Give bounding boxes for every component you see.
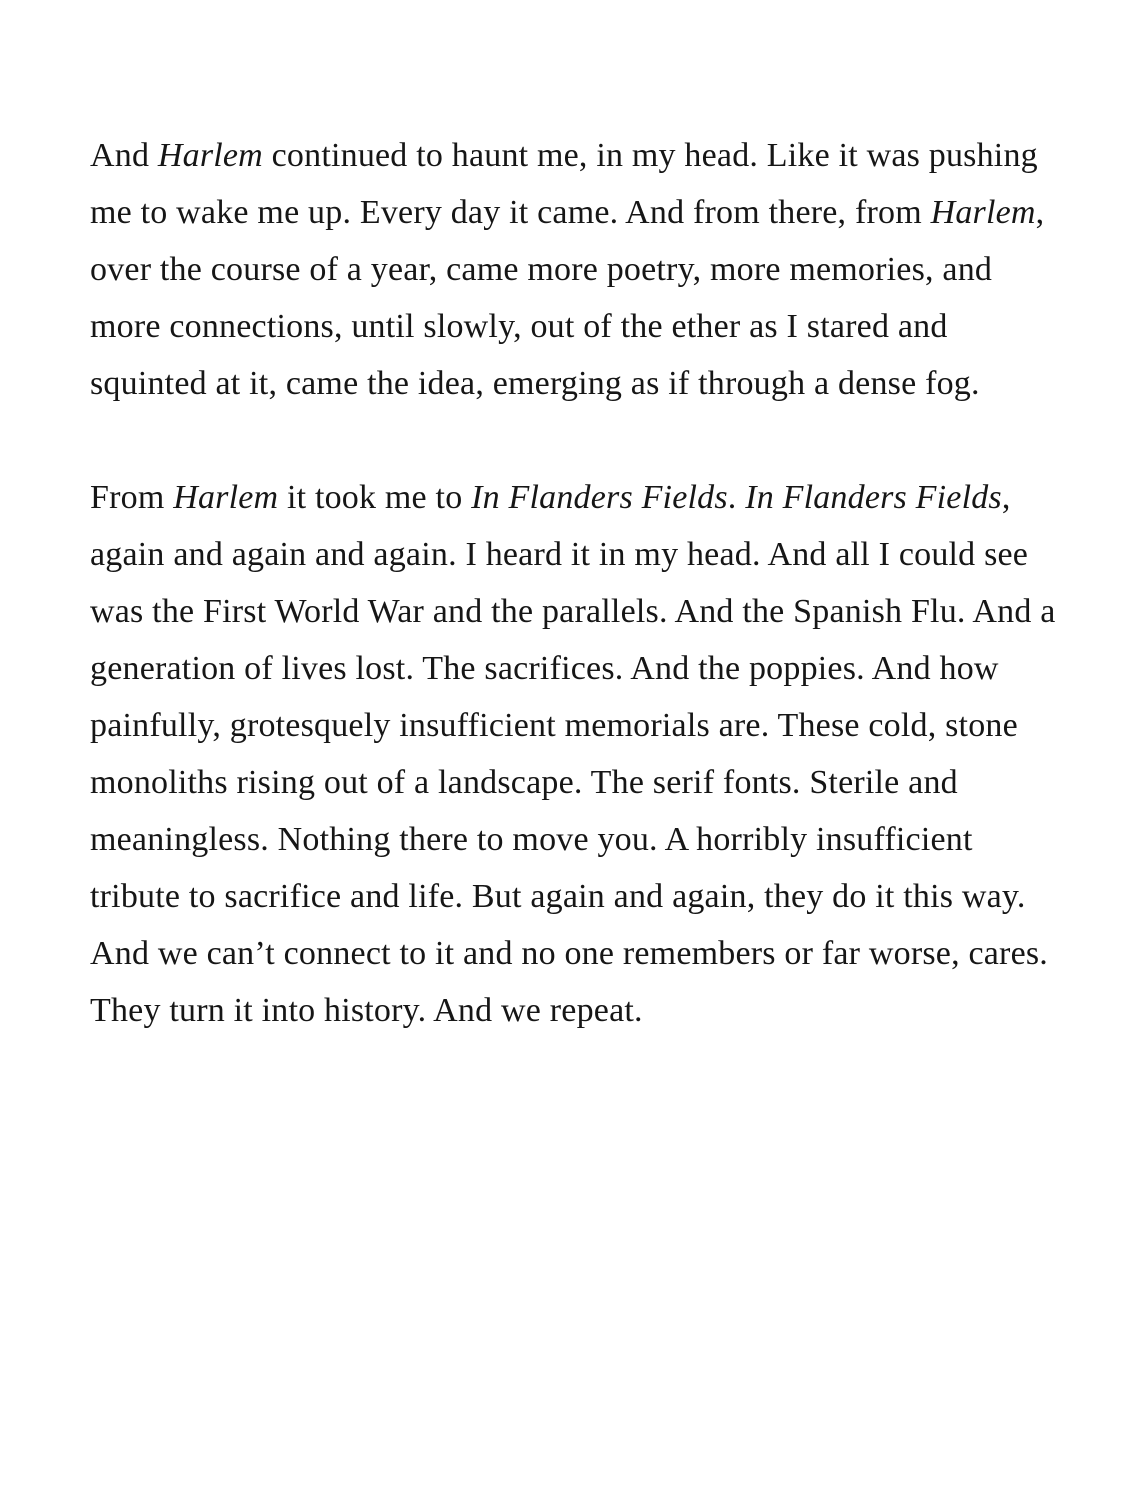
text-run-italic: In Flanders Fields <box>471 479 728 516</box>
text-run: From <box>90 479 174 516</box>
text-run: it took me to <box>278 479 472 516</box>
text-run-italic: In Flanders Fields <box>745 479 1002 516</box>
paragraph <box>90 127 1058 412</box>
document-body-text <box>90 127 1058 1039</box>
text-run: , again and again and again. I heard it in my head. And all I could see was the First World War and the parallels. And the Spanish Flu. And a generation of lives lost. The sacrifices. And the poppies. And how painfully, grotesquely insufficient memorials are. These cold, stone monoliths rising out of a landscape. The serif fonts. Sterile and meaningless. Nothing there to move you. A horribly insufficient tribute to sacrifice and life. But again and again, they do it this way. And we can’t connect to it and no one remembers or far worse, cares. They turn it into history. And we repeat. <box>90 479 1056 1029</box>
text-run: And <box>90 137 158 174</box>
text-run-italic: Harlem <box>157 137 263 174</box>
text-run: , over the course of a year, came more poetry, more memories, and more connections, until slowly, out of the ether as I stared and squinted at it, came the idea, emerging as if through a dense fog. <box>90 194 1045 402</box>
text-run: continued to haunt me, in my head. Like it was pushing me to wake me up. Every day it came. And from there, from <box>90 137 1038 231</box>
paragraph <box>90 469 1058 1039</box>
text-run-italic: Harlem <box>930 194 1036 231</box>
text-run: . <box>727 479 746 516</box>
text-run-italic: Harlem <box>173 479 279 516</box>
